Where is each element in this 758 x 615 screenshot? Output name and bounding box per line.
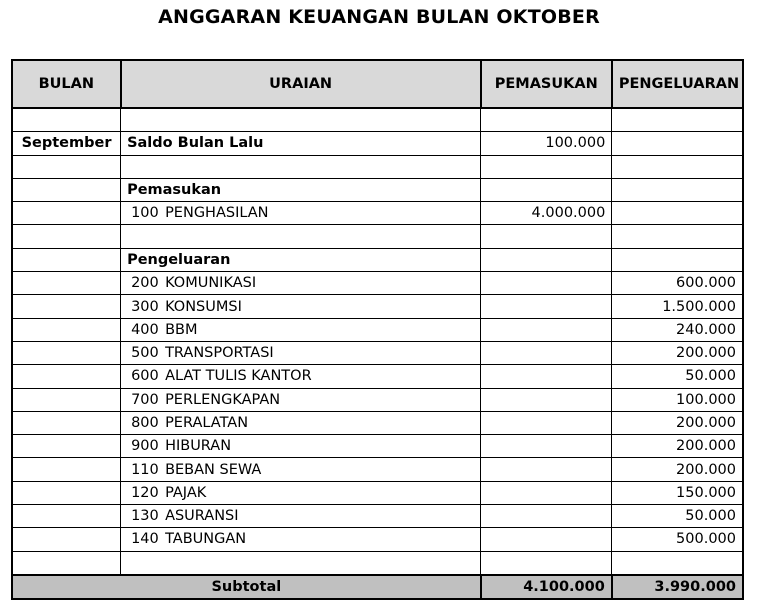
item-name: ASURANSI xyxy=(165,508,239,525)
item-amount: 200.000 xyxy=(612,435,743,458)
saldo-bulan: September xyxy=(12,132,121,155)
item-amount: 50.000 xyxy=(612,365,743,388)
item-amount: 200.000 xyxy=(612,458,743,481)
item-code: 140 xyxy=(131,531,159,548)
item-code: 110 xyxy=(131,461,159,478)
item-name: PERALATAN xyxy=(165,415,249,431)
table-row xyxy=(12,458,743,481)
budget-table xyxy=(11,59,744,600)
saldo-pemasukan: 100.000 xyxy=(481,132,612,155)
item-name: TRANSPORTASI xyxy=(165,345,274,362)
item-amount: 1.500.000 xyxy=(612,295,743,318)
item-name: ALAT TULIS KANTOR xyxy=(165,368,312,385)
table-row xyxy=(12,388,743,411)
header-bulan: BULAN xyxy=(12,60,121,108)
blank-row xyxy=(12,108,743,132)
table-row xyxy=(12,272,743,295)
item-name: BEBAN SEWA xyxy=(165,461,262,478)
item-code: 130 xyxy=(131,508,159,525)
page-title: ANGGARAN KEUANGAN BULAN OKTOBER xyxy=(158,6,600,28)
header-pemasukan: PEMASUKAN xyxy=(481,60,612,108)
item-code: 400 xyxy=(131,321,159,338)
table-row xyxy=(12,435,743,458)
item-code: 100 xyxy=(131,205,159,222)
item-name: PAJAK xyxy=(165,484,207,501)
saldo-uraian: Saldo Bulan Lalu xyxy=(121,132,481,155)
table-row xyxy=(12,411,743,434)
item-name: PERLENGKAPAN xyxy=(165,391,281,408)
item-code: 900 xyxy=(131,438,159,455)
subtotal-label: Subtotal xyxy=(12,575,481,599)
table-row xyxy=(12,528,743,551)
table-row xyxy=(12,341,743,364)
item-name: HIBURAN xyxy=(165,438,232,455)
item-code: 120 xyxy=(131,484,159,501)
item-amount: 150.000 xyxy=(612,481,743,504)
table-row xyxy=(12,365,743,388)
item-amount: 600.000 xyxy=(612,272,743,295)
saldo-row xyxy=(12,132,743,155)
item-code: 800 xyxy=(131,415,159,431)
header-uraian: URAIAN xyxy=(121,60,481,108)
item-amount: 500.000 xyxy=(612,528,743,551)
item-code: 300 xyxy=(131,298,159,315)
subtotal-row xyxy=(12,575,743,599)
item-name: KONSUMSI xyxy=(165,298,242,315)
subtotal-pengeluaran: 3.990.000 xyxy=(612,575,743,599)
section-row-pemasukan xyxy=(12,178,743,201)
section-label-pengeluaran: Pengeluaran xyxy=(121,248,481,271)
item-name: KOMUNIKASI xyxy=(165,275,257,292)
item-amount: 4.000.000 xyxy=(481,202,612,225)
item-name: BBM xyxy=(165,321,198,338)
table-row xyxy=(12,318,743,341)
table-row xyxy=(12,295,743,318)
item-code: 600 xyxy=(131,368,159,385)
item-amount: 200.000 xyxy=(612,341,743,364)
header-row xyxy=(12,60,743,108)
blank-row xyxy=(12,551,743,575)
table-row xyxy=(12,481,743,504)
section-row-pengeluaran xyxy=(12,248,743,271)
table-row xyxy=(12,202,743,225)
item-amount: 200.000 xyxy=(612,411,743,434)
item-code: 200 xyxy=(131,275,159,292)
item-code: 500 xyxy=(131,345,159,362)
item-code: 700 xyxy=(131,391,159,408)
item-amount: 50.000 xyxy=(612,505,743,528)
item-amount: 100.000 xyxy=(612,388,743,411)
item-name: PENGHASILAN xyxy=(165,205,269,222)
item-name: TABUNGAN xyxy=(165,531,247,548)
item-amount: 240.000 xyxy=(612,318,743,341)
table-row xyxy=(12,505,743,528)
section-label-pemasukan: Pemasukan xyxy=(121,178,481,201)
blank-row xyxy=(12,225,743,248)
subtotal-pemasukan: 4.100.000 xyxy=(481,575,612,599)
header-pengeluaran: PENGELUARAN xyxy=(612,60,743,108)
blank-row xyxy=(12,155,743,178)
